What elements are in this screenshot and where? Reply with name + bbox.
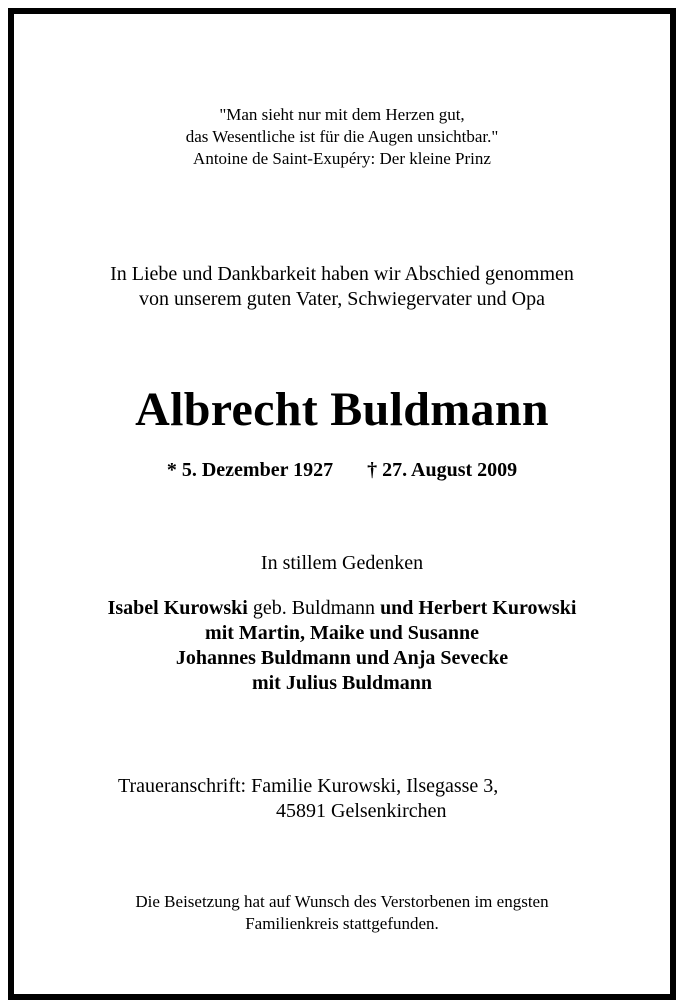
mourner-line-2: mit Martin, Maike und Susanne [205, 622, 479, 644]
burial-line-2: Familienkreis stattgefunden. [245, 914, 439, 933]
life-dates [14, 457, 670, 483]
mourner-line-4: mit Julius Buldmann [251, 672, 433, 694]
quote-line-1: "Man sieht nur mit dem Herzen gut, [219, 105, 465, 124]
death-date: † 27. August 2009 [367, 459, 518, 481]
address-line-1: Traueranschrift: Familie Kurowski, Ilsegasse 3, [118, 775, 499, 797]
intro-line-1: In Liebe und Dankbarkeit haben wir Abschied genommen [110, 263, 574, 285]
obituary-frame [8, 8, 676, 1000]
address-line-2: 45891 Gelsenkirchen [276, 800, 447, 822]
mourner-isabel: Isabel Kurowski [107, 597, 248, 619]
mourner-line-3: Johannes Buldmann und Anja Sevecke [175, 647, 509, 669]
quote-attribution: Antoine de Saint-Exupéry: Der kleine Prinz [193, 149, 491, 168]
mourner-herbert: und Herbert Kurowski [380, 597, 577, 619]
quote [14, 104, 670, 170]
maiden-name: geb. Buldmann [247, 597, 381, 619]
mourners-title: In stillem Gedenken [260, 552, 424, 574]
burial-line-1: Die Beisetzung hat auf Wunsch des Verstorbenen im engsten [135, 892, 549, 911]
mourner-line-1 [14, 596, 670, 621]
mourners-list [14, 596, 670, 696]
deceased-name: Albrecht Buldmann [135, 383, 549, 436]
birth-date: * 5. Dezember 1927 [166, 459, 334, 481]
intro-line-2: von unserem guten Vater, Schwiegervater und Opa [139, 288, 545, 310]
quote-line-2: das Wesentliche ist für die Augen unsichtbar." [185, 127, 499, 146]
burial-note [14, 891, 670, 935]
intro-text [14, 262, 670, 312]
